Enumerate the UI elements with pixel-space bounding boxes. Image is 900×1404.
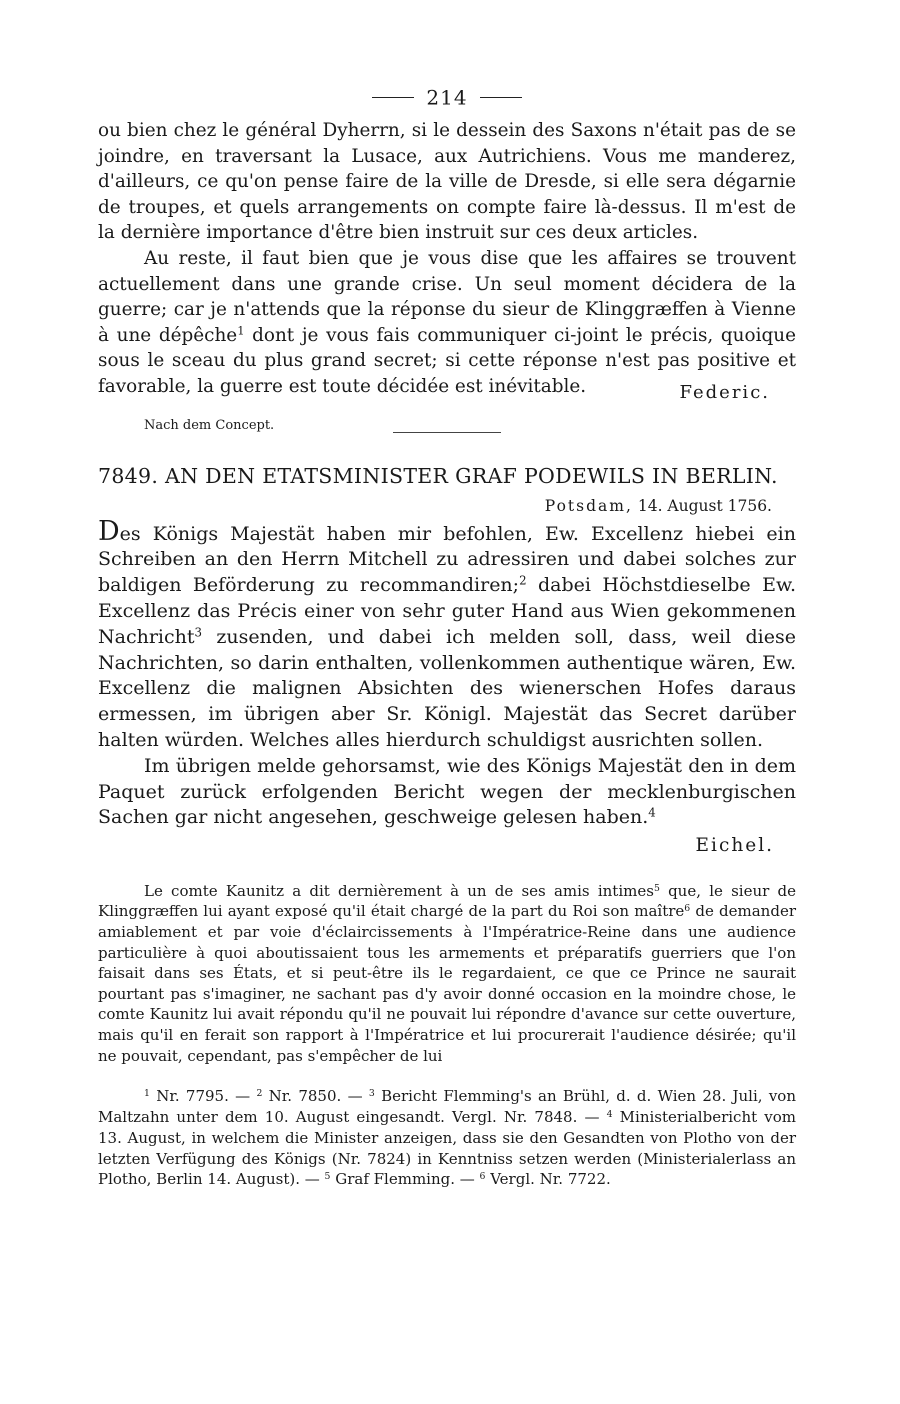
footnote-3: Bericht Flemming's an Brühl, d. d. Wien 28. Juli, von Maltzahn unter dem 10. August eingesandt. Vergl. Nr. 7848. — [98,1087,796,1127]
footnote-ref-4: 4 [648,805,656,820]
footnote-ref-3: 3 [194,625,203,640]
signature-federic: Federic. [679,381,770,403]
previous-letter-paragraph-2: Au reste, il faut bien que je vous dise que les affaires se trouvent actuellement dans une grande crise. Un seul moment décidera de la guerre; car je n'attends que la réponse du sieur de Klinggræffen à Vienne à une dépêche$^1$ dont je vous fais communiquer ci-joint le précis, quoique sous le sceau du plus grand secret; si cette réponse n'est pas positive et favorable, la guerre est toute décidée est inévitable. [98,247,796,397]
footnote-marker-1: 1 [144,1088,150,1100]
drop-cap: D [98,515,120,547]
signature-eichel: Eichel. [695,835,774,857]
previous-letter-paragraph-1: ou bien chez le général Dyherrn, si le dessein des Saxons n'était pas de se joindre, en traversant la Lusace, aux Autrichiens. Vous me manderez, d'ailleurs, ce qu'on pense faire de la ville de Dresde, si elle sera dégarnie de troupes, et quels arrangements on compte faire là-dessus. Il m'est de la dernière importance d'être bien instruit sur ces deux articles. [98,120,796,244]
footnote-marker-3: 3 [368,1088,375,1100]
source-note: Nach dem Concept. [144,417,275,433]
previous-letter-footer [98,381,796,433]
letter-number: 7849. [98,463,159,488]
enclosure-text [98,881,796,1066]
place-date [98,497,796,515]
footnote-6: Vergl. Nr. 7722. [485,1170,611,1189]
footnote-5: Graf Flemming. — [330,1170,480,1189]
place: Potsdam, [544,496,633,515]
enclosure-paragraph: Le comte Kaunitz a dit dernièrement à un de ses amis intimes$^5$ que, le sieur de Klinggræffen lui ayant exposé qu'il était chargé de la part du Roi son maître$^6$ de demander amiablement et par voie d'éclaircissements à l'Impératrice-Reine dans une audience particulière à quoi aboutissaient tous les armements et préparatifs guerriers que l'on faisait dans ses États, et si peut-être ils le regardaient, ce que ce Prince ne saurait pourtant pas s'imaginer, ne sachant pas d'y avoir donné occasion en la moindre chose, le comte Kaunitz lui avait répondu qu'il ne pouvait lui répondre d'avance sur cette ouverture, mais qu'il en ferait son rapport à l'Impératrice et lui procurerait l'audience désirée; qu'il ne pouvait, cependant, pas s'empêcher de lui [98,881,796,1065]
header-rule-left [372,97,414,98]
footnote-marker-2: 2 [256,1088,263,1100]
page-number: 214 [426,85,468,110]
letter-paragraph-1: Des Königs Majestät haben mir befohlen, Ew. Excellenz hiebei ein Schreiben an den Herrn Mitchell zu adressiren und dabei solches zur baldigen Beförderung zu recommandiren;$^2$ dabei Höchstdieselbe Ew. Excellenz das Précis einer von sehr guter Hand aus Wien gekommenen Nachricht$^3$ zusenden, und dabei ich melden soll, dass, weil diese Nachrichten, so darin enthalten, vollenkommen authentique wären, Ew. Excellenz die malignen Absichten des wienerschen Hofes daraus ermessen, im übrigen aber Sr. Königl. Majestät das Secret darüber halten würden. Welches alles hierdurch schuldigst ausrichten sollen. [98,515,796,751]
header-rule-right [480,97,522,98]
letter-heading [98,464,796,488]
footnotes [98,1086,796,1190]
letter-title: AN DEN ETATSMINISTER GRAF PODEWILS IN BERLIN. [165,463,778,488]
date: 14. August 1756. [637,496,772,515]
footnote-ref-6: 6 [684,903,691,915]
footnote-marker-6: 6 [479,1171,486,1183]
page [98,84,796,1190]
letter-paragraph-2: Im übrigen melde gehorsamst, wie des Königs Majestät den in dem Paquet zurück erfolgenden Bericht wegen der mecklenburgischen Sachen gar nicht angesehen, geschweige gelesen haben.$^4$ [98,754,796,829]
footnote-2: Nr. 7850. — [262,1087,369,1106]
page-header [98,84,796,118]
letter-body [98,515,796,859]
footnote-4: Ministerialbericht vom 13. August, in welchem die Minister anzeigen, dass sie den Gesandten von Plotho von der letzten Verfügung des Königs (Nr. 7824) in Kenntniss setzen werden (Ministerialerlass an Plotho, Berlin 14. August). — [98,1108,797,1189]
footnote-ref-2: 2 [519,573,527,588]
footnote-ref-5: 5 [653,882,660,894]
footnote-1: Nr. 7795. — [149,1087,257,1106]
footnote-marker-5: 5 [324,1171,331,1183]
previous-letter-end [98,118,796,433]
footnote-marker-4: 4 [606,1108,613,1120]
footnote-list [98,1086,796,1190]
section-divider [393,432,501,433]
footnote-ref-1: 1 [237,323,245,338]
